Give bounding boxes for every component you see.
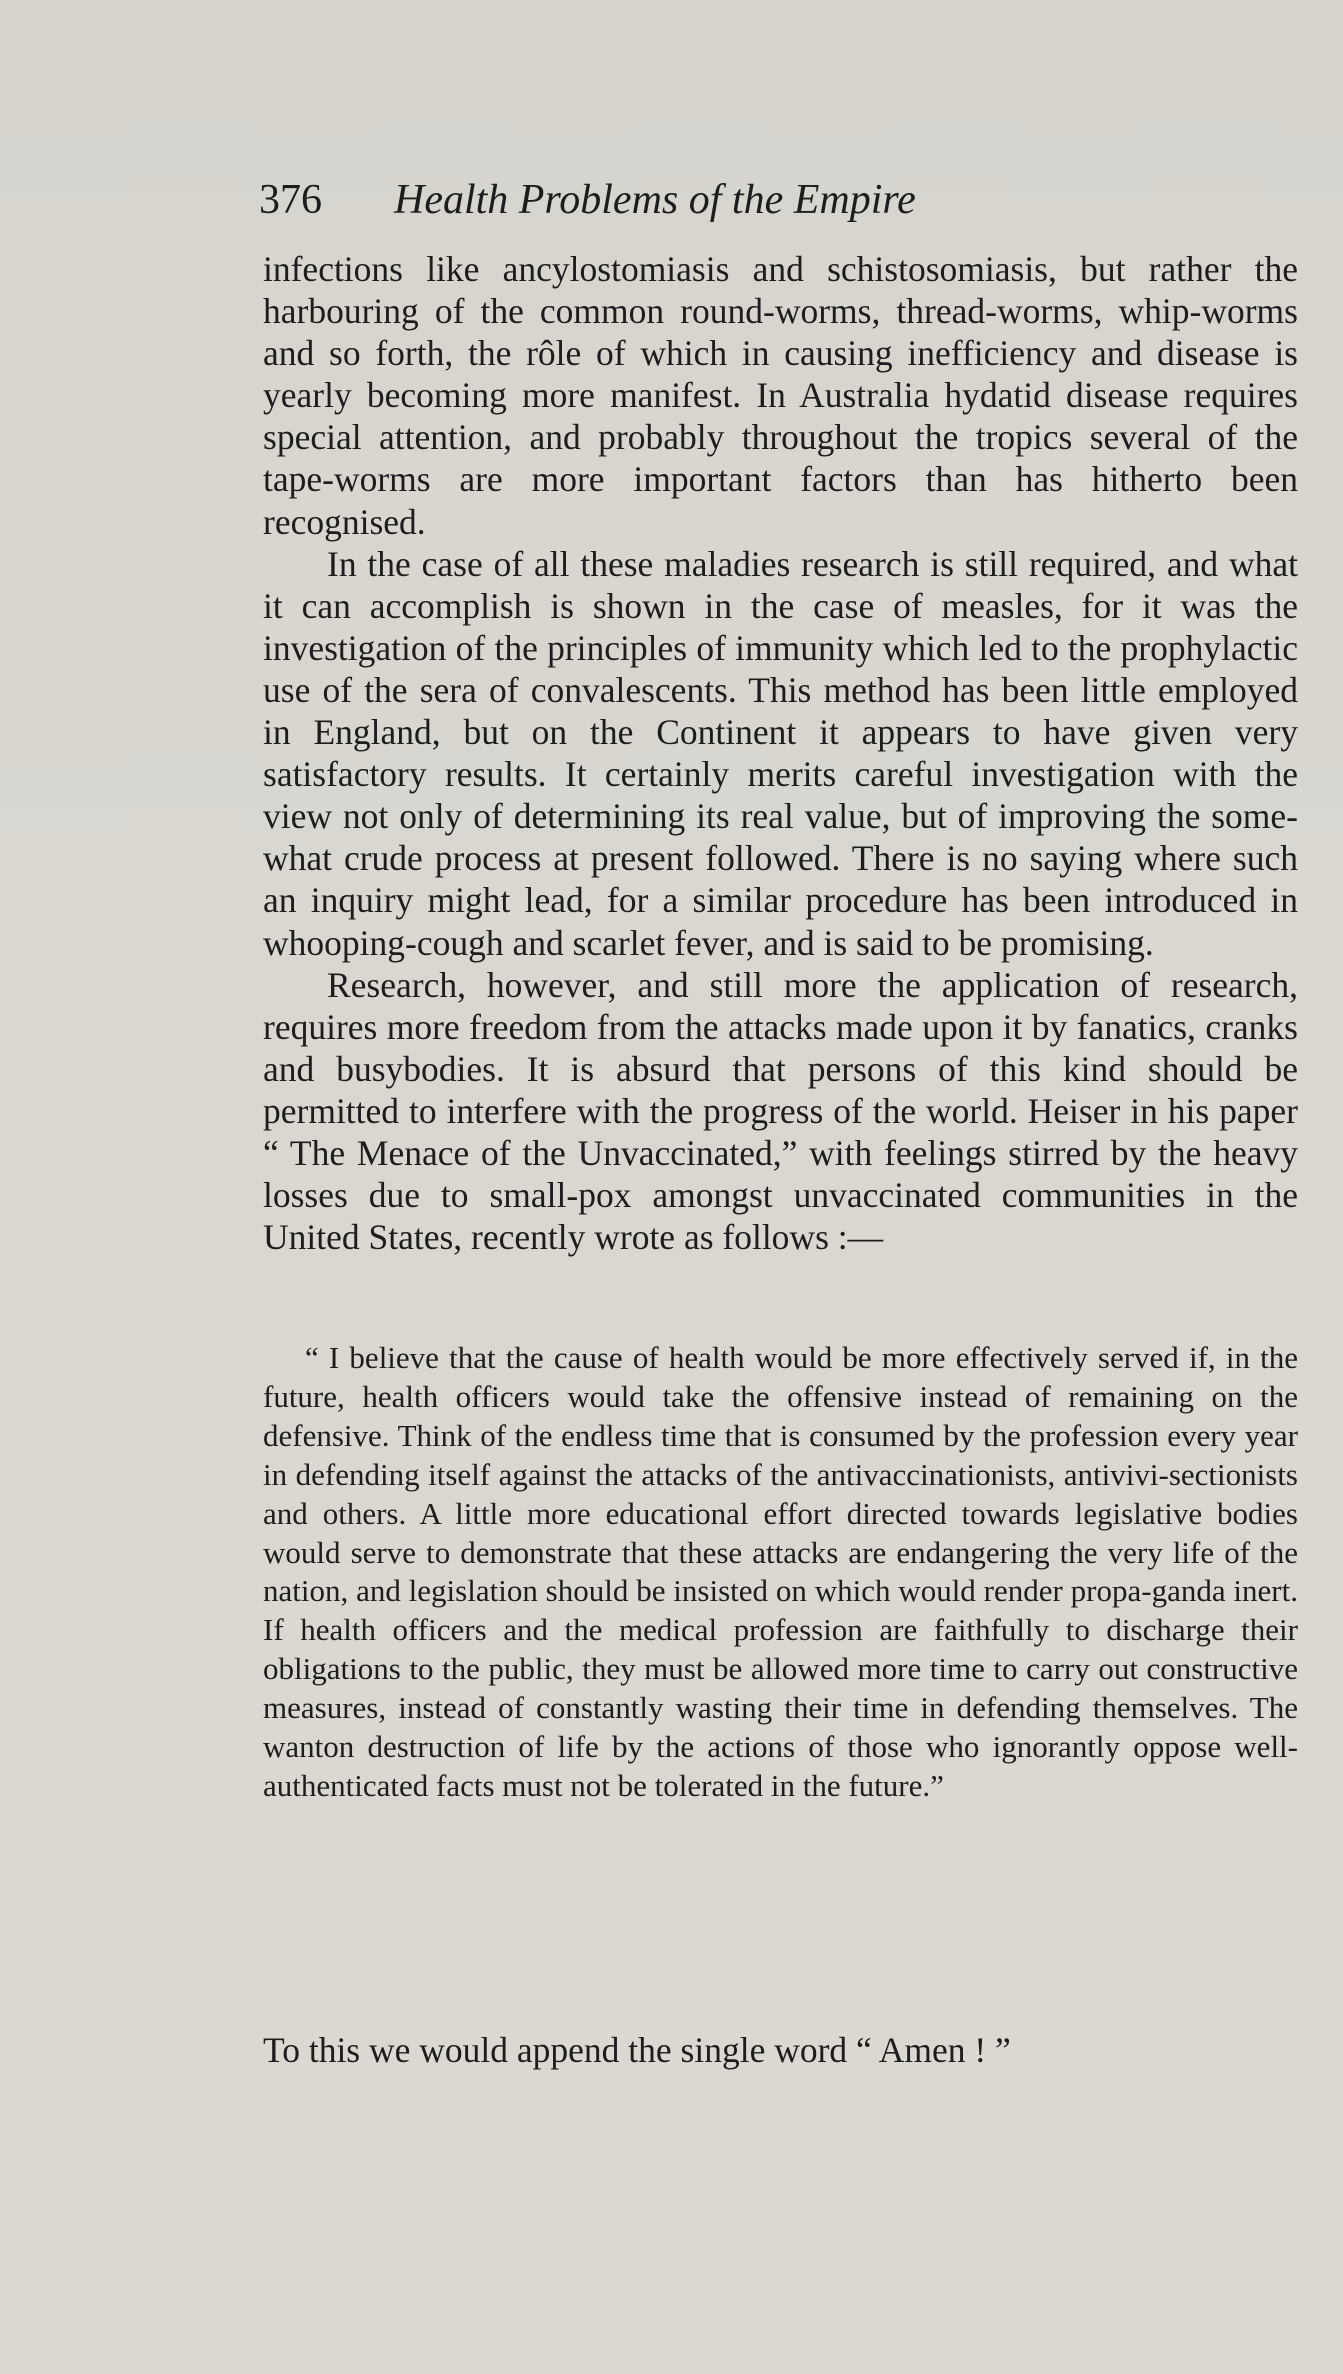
paragraph-continued: infections like ancylostomiasis and schistosomiasis, but rather the harbouring of the common round-worms, thread-worms, whip-worms and so forth, the rôle of which in causing inefficiency and disease is yearly becoming more manifest. In Australia hydatid disease requires special attention, and probably throughout the tropics several of the tape-worms are more important factors than has hitherto been recognised. [263, 249, 1298, 542]
running-title: Health Problems of the Empire [394, 177, 916, 223]
quote-text: “ I believe that the cause of health would be more effectively served if, in the future, health officers would take the offensive instead of remaining on the defensive. Think of the endless time that is consumed by the profession every year in defending itself against the attacks of the antivaccinationists, antivivi-sectionists and others. A little more educational effort directed towards legislative bodies would serve to demonstrate that these attacks are endangering the very life of the nation, and legislation should be insisted on which would render propa-ganda inert. If health officers and the medical profession are faithfully to discharge their obligations to the public, they must be allowed more time to carry out constructive measures, instead of constantly wasting their time in defending themselves. The wanton destruction of life by the actions of those who ignorantly oppose well-authenticated facts must not be tolerated in the future.” [263, 1340, 1298, 1803]
page-header [259, 170, 1309, 240]
paragraph-research-measles: In the case of all these maladies research is still required, and what it can accomplish is shown in the case of measles, for it was the investigation of the principles of immunity which led to the prophylactic use of the sera of convalescents. This method has been little employed in England, but on the Continent it appears to have given very satisfactory results. It certainly merits careful investigation with the view not only of determining its real value, but of improving the some-what crude process at present followed. There is no saying where such an inquiry might lead, for a similar procedure has been introduced in whooping-cough and scarlet fever, and is said to be promising. [263, 543, 1298, 963]
closing-line [263, 2029, 1298, 2071]
page-number: 376 [259, 177, 322, 223]
closing-text: To this we would append the single word “ Amen ! ” [263, 2030, 1011, 2070]
paragraph-research-freedom: Research, however, and still more the application of research, requires more freedom from the attacks made upon it by fanatics, cranks and busybodies. It is absurd that persons of this kind should be permitted to interfere with the progress of the world. Heiser in his paper “ The Menace of the Unvaccinated,” with feelings stirred by the heavy losses due to small-pox amongst unvaccinated communities in the United States, recently wrote as follows :— [263, 964, 1298, 1258]
block-quote [263, 1339, 1298, 1806]
body-text [263, 248, 1298, 1258]
